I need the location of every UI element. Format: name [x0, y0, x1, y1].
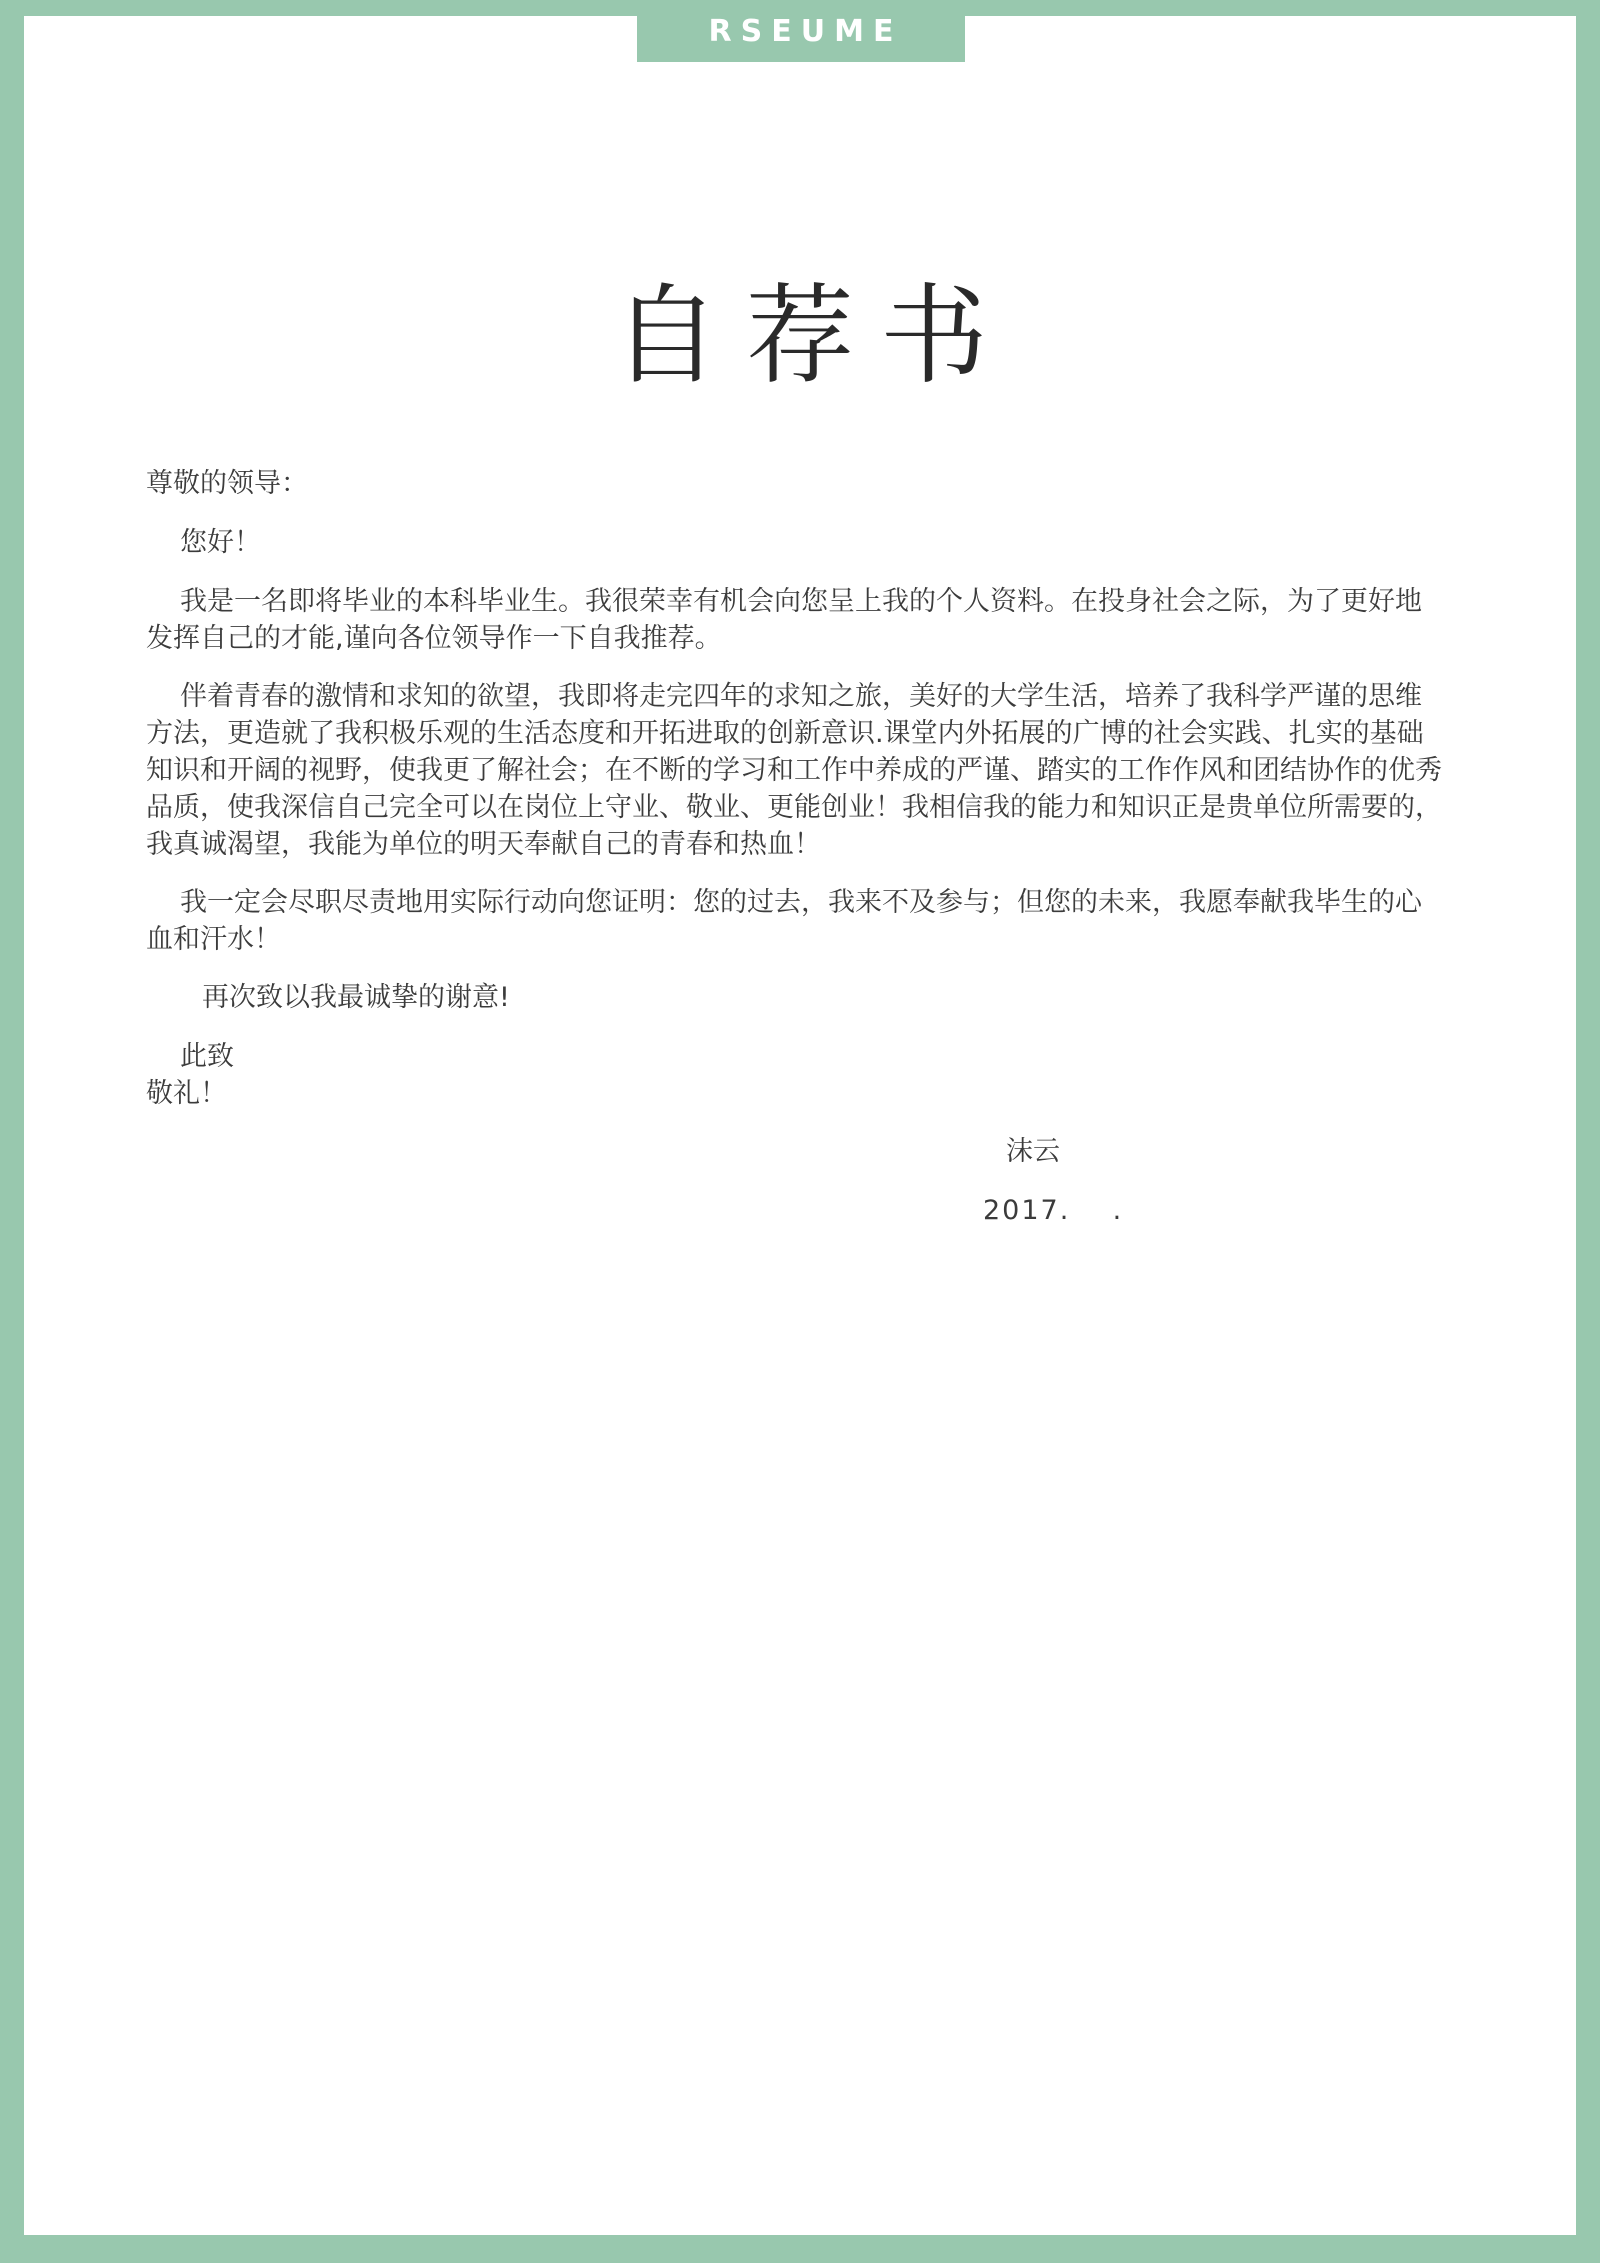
letter-body	[146, 465, 1446, 1132]
document-title: 自荐书	[611, 274, 1014, 400]
header-tab-label: RSEUME	[708, 13, 903, 49]
closing-line: 此致	[180, 1041, 234, 1072]
paragraph-commitment: 我一定会尽职尽责地用实际行动向您证明：您的过去，我来不及参与；但您的未来，我愿奉献我毕生的心血和汗水！	[146, 887, 1422, 955]
date: 2017. .	[983, 1195, 1124, 1226]
paragraph-intro: 我是一名即将毕业的本科毕业生。我很荣幸有机会向您呈上我的个人资料。在投身社会之际，为了更好地发挥自己的才能,谨向各位领导作一下自我推荐。	[146, 586, 1422, 654]
regards-line: 敬礼！	[146, 1078, 227, 1109]
thanks-line: 再次致以我最诚挚的谢意!	[202, 982, 510, 1013]
greeting: 您好！	[180, 527, 261, 558]
header-tab	[637, 0, 965, 62]
signature: 沫云	[1006, 1136, 1060, 1167]
paragraph-experience: 伴着青春的激情和求知的欲望，我即将走完四年的求知之旅，美好的大学生活，培养了我科学严谨的思维方法，更造就了我积极乐观的生活态度和开拓进取的创新意识.课堂内外拓展的广博的社会实践、扎实的基础知识和开阔的视野，使我更了解社会；在不断的学习和工作中养成的严谨、踏实的工作作风和团结协作的优秀品质，使我深信自己完全可以在岗位上守业、敬业、更能创业！我相信我的能力和知识正是贵单位所需要的，我真诚渴望，我能为单位的明天奉献自己的青春和热血！	[146, 681, 1442, 860]
salutation: 尊敬的领导：	[146, 468, 308, 499]
